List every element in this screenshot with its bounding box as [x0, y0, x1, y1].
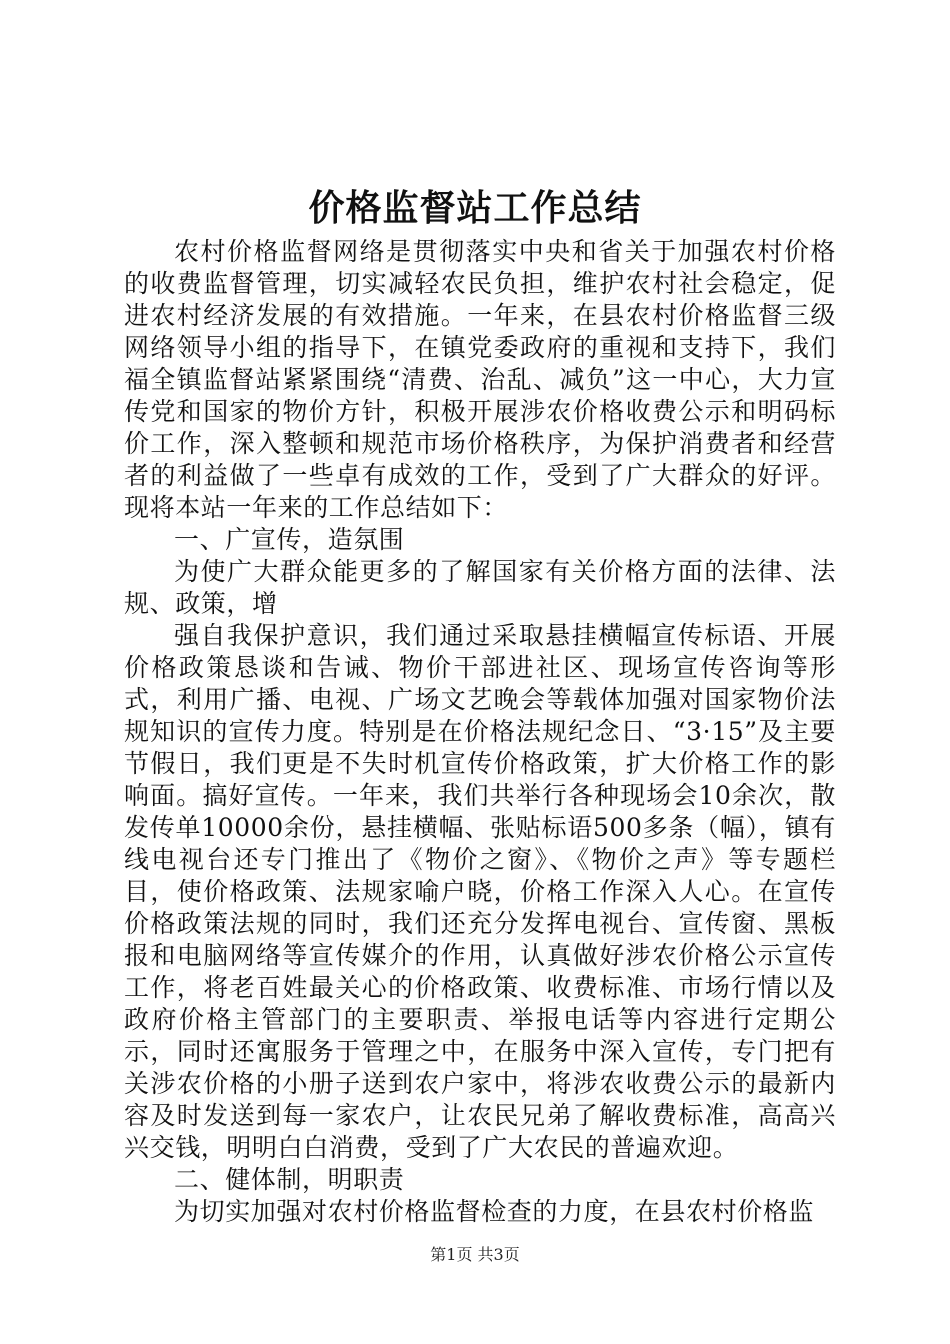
document-body	[124, 236, 836, 1228]
paragraph-intro: 农村价格监督网络是贯彻落实中央和省关于加强农村价格的收费监督管理，切实减轻农民负担，维护农村社会稳定，促进农村经济发展的有效措施。一年来，在县农村价格监督三级网络领导小组的指导下，在镇党委政府的重视和支持下，我们福全镇监督站紧紧围绕“清费、治乱、减负”这一中心，大力宣传党和国家的物价方针，积极开展涉农价格收费公示和明码标价工作，深入整顿和规范市场价格秩序，为保护消费者和经营者的利益做了一些卓有成效的工作，受到了广大群众的好评。现将本站一年来的工作总结如下：	[124, 237, 836, 522]
section-heading-2: 二、健体制，明职责	[174, 1165, 405, 1194]
paragraph-section1-a: 为使广大群众能更多的了解国家有关价格方面的法律、法规、政策，增	[124, 557, 836, 618]
paragraph-section2-a: 为切实加强对农村价格监督检查的力度，在县农村价格监	[174, 1197, 815, 1226]
document-title: 价格监督站工作总结	[308, 188, 642, 229]
section-heading-1: 一、广宣传，造氛围	[174, 525, 405, 554]
paragraph-section1-b: 强自我保护意识，我们通过采取悬挂横幅宣传标语、开展价格政策恳谈和告诫、物价干部进社区、现场宣传咨询等形式，利用广播、电视、广场文艺晚会等载体加强对国家物价法规知识的宣传力度。特别是在价格法规纪念日、“3·15”及主要节假日，我们更是不失时机宣传价格政策，扩大价格工作的影响面。搞好宣传。一年来，我们共举行各种现场会10余次，散发传单10000余份，悬挂横幅、张贴标语500多条（幅），镇有线电视台还专门推出了《物价之窗》、《物价之声》等专题栏目，使价格政策、法规家喻户晓，价格工作深入人心。在宣传价格政策法规的同时，我们还充分发挥电视台、宣传窗、黑板报和电脑网络等宣传媒介的作用，认真做好涉农价格公示宣传工作，将老百姓最关心的价格政策、收费标准、市场行情以及政府价格主管部门的主要职责、举报电话等内容进行定期公示，同时还寓服务于管理之中，在服务中深入宣传，专门把有关涉农价格的小册子送到农户家中，将涉农收费公示的最新内容及时发送到每一家农户，让农民兄弟了解收费标准，高高兴兴交钱，明明白白消费，受到了广大农民的普遍欢迎。	[124, 621, 836, 1162]
page-number: 第1页 共3页	[430, 1245, 520, 1264]
